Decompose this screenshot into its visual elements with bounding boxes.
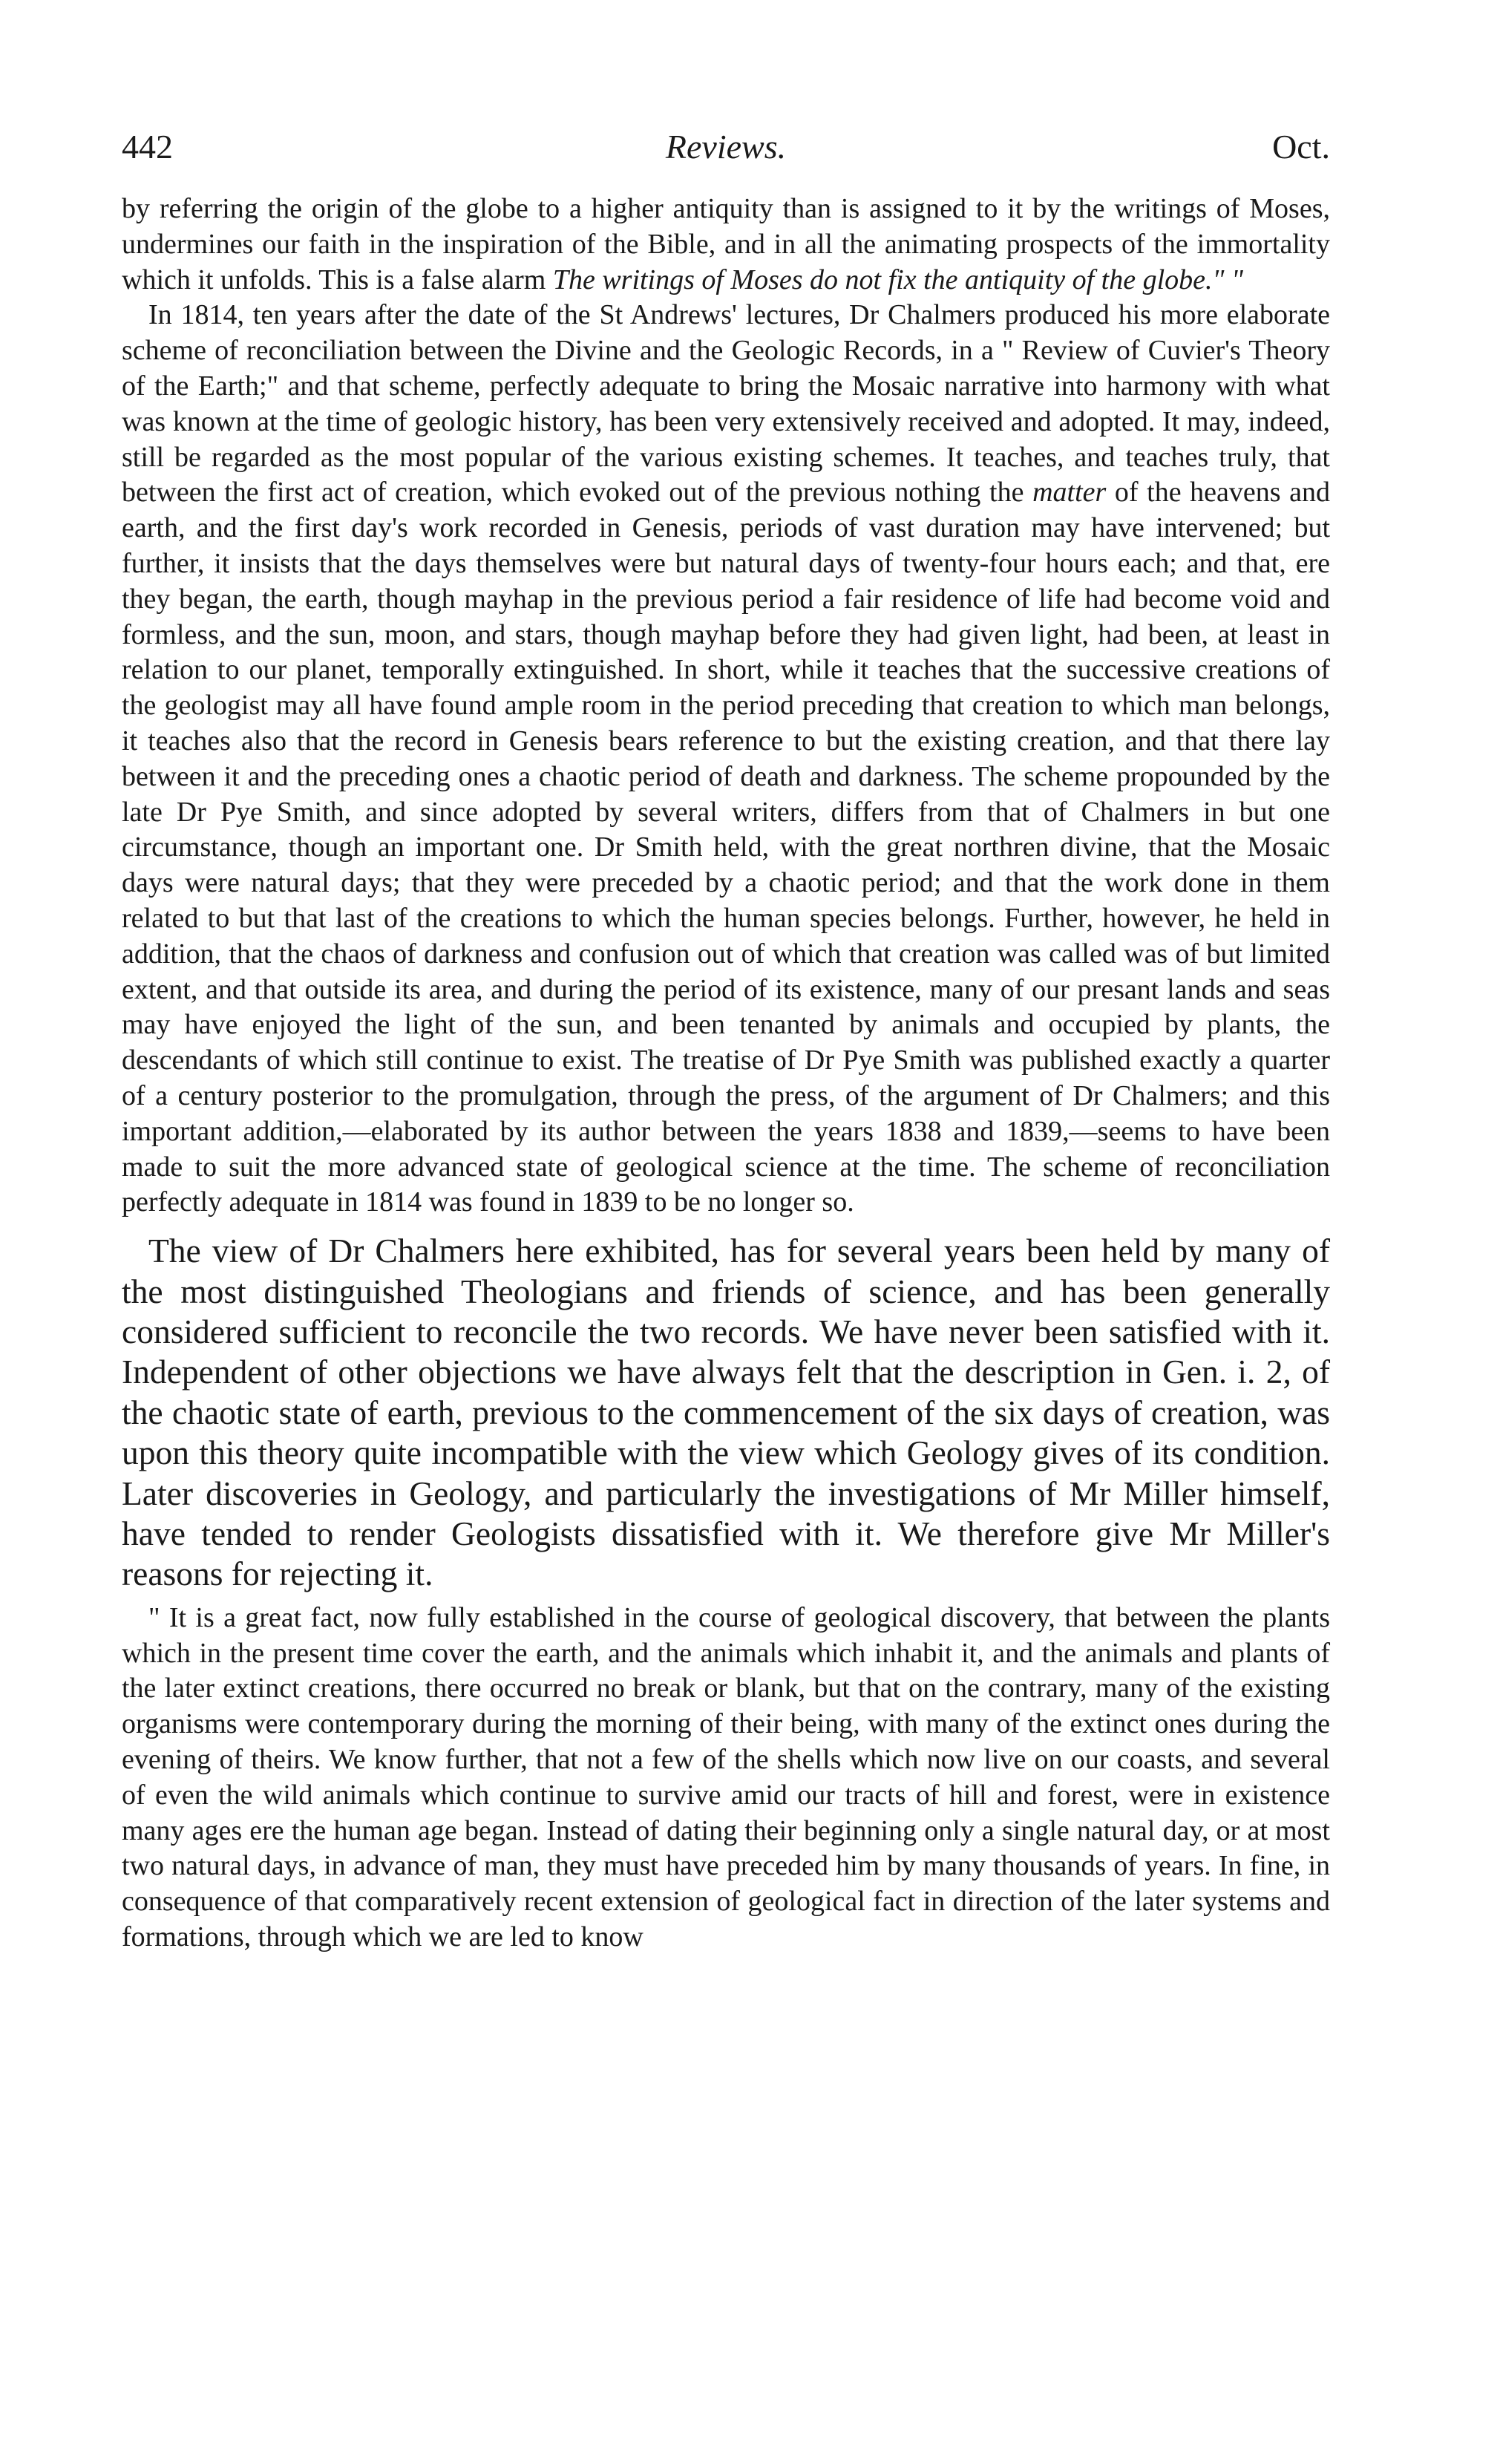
page-number: 442 — [122, 128, 173, 166]
paragraph-reviewer-commentary: The view of Dr Chalmers here exhibited, has for several years been held by many of the most distinguished Theologians and friends of science, and has been generally considered sufficient to reconcile the two records. We have never been satisfied with it. Independent of other objections we have always felt that the description in Gen. i. 2, of the chaotic state of earth, previous to the commencement of the six days of creation, was upon this theory quite incompatible with the view which Geology gives of its condition. Later discoveries in Geology, and particularly the investigations of Mr Miller himself, have tended to render Geologists dissatisfied with it. We therefore give Mr Miller's reasons for rejecting it. — [122, 1232, 1330, 1593]
paragraph-italic-matter: matter — [1032, 477, 1107, 509]
quote-text: by referring the origin of the globe to a higher antiquity than is assigned to it by the writings of Moses, undermines our faith in the inspiration of the Bible, and in all the animating prospects of the immortality which it unfolds. This is a false alarm — [122, 193, 1330, 295]
quoted-passage-continuation — [122, 192, 1330, 298]
quote-italic-text: The writings of Moses do not fix the antiquity of the globe." " — [552, 264, 1243, 295]
paragraph-text-part-a: In 1814, ten years after the date of the St Andrews' lectures, Dr Chalmers produced his more elaborate scheme of reconciliation between the Divine and the Geologic Records, in a " Review of Cuvier's Theory of the Earth;" and that scheme, perfectly adequate to bring the Mosaic narrative into harmony with what was known at the time of geologic history, has been very extensively received and adopted. It may, indeed, still be regarded as the most popular of the various existing schemes. It teaches, and teaches truly, that between the first act of creation, which evoked out of the previous nothing the — [122, 299, 1330, 509]
paragraph-chalmers-1814 — [122, 298, 1330, 1220]
page-body — [122, 192, 1330, 1955]
page-header — [122, 125, 1330, 169]
quoted-passage-miller: " It is a great fact, now fully established in the course of geological discovery, that between the plants which in the present time cover the earth, and the animals which inhabit it, and the animals and plants of the later extinct creations, there occurred no break or blank, but that on the contrary, many of the existing organisms were contemporary during the morning of their being, with many of the extinct ones during the evening of theirs. We know further, that not a few of the shells which now live on our coasts, and several of even the wild animals which continue to survive amid our tracts of hill and forest, were in existence many ages ere the human age began. Instead of dating their beginning only a single natural day, or at most two natural days, in advance of man, they must have preceded him by many thousands of years. In fine, in consequence of that comparatively recent extension of geological fact in direction of the later systems and formations, through which we are led to know — [122, 1601, 1330, 1952]
header-month: Oct. — [1272, 128, 1330, 166]
paragraph-text-part-b: of the heavens and earth, and the first day's work recorded in Genesis, periods of vast duration may have intervened; but further, it insists that the days themselves were but natural days of twenty-four hours each; and that, ere they began, the earth, though mayhap in the previous period a fair residence of life had become void and formless, and the sun, moon, and stars, though mayhap before they had given light, had been, at least in relation to our planet, temporally extinguished. In short, while it teaches that the successive creations of the geologist may all have found ample room in the period preceding that creation to which man belongs, it teaches also that the record in Genesis bears reference to but the existing creation, and that there lay between it and the preceding ones a chaotic period of death and darkness. The scheme propounded by the late Dr Pye Smith, and since adopted by several writers, differs from that of Chalmers in but one circumstance, though an important one. Dr Smith held, with the great northren divine, that the Mosaic days were natural days; that they were preceded by a chaotic period; and that the work done in them related to but that last of the creations to which the human species belongs. Further, however, he held in addition, that the chaos of darkness and confusion out of which that creation was called was of but limited extent, and that outside its area, and during the period of its existence, many of our presant lands and seas may have enjoyed the light of the sun, and been tenanted by animals and occupied by plants, the descendants of which still continue to exist. The treatise of Dr Pye Smith was published exactly a quarter of a century posterior to the promulgation, through the press, of the argument of Dr Chalmers; and this important addition,—elaborated by its author between the years 1838 and 1839,—seems to have been made to suit the more advanced state of geological science at the time. The scheme of reconciliation perfectly adequate in 1814 was found in 1839 to be no longer so. — [122, 477, 1331, 1218]
running-head: Reviews. — [665, 128, 787, 166]
